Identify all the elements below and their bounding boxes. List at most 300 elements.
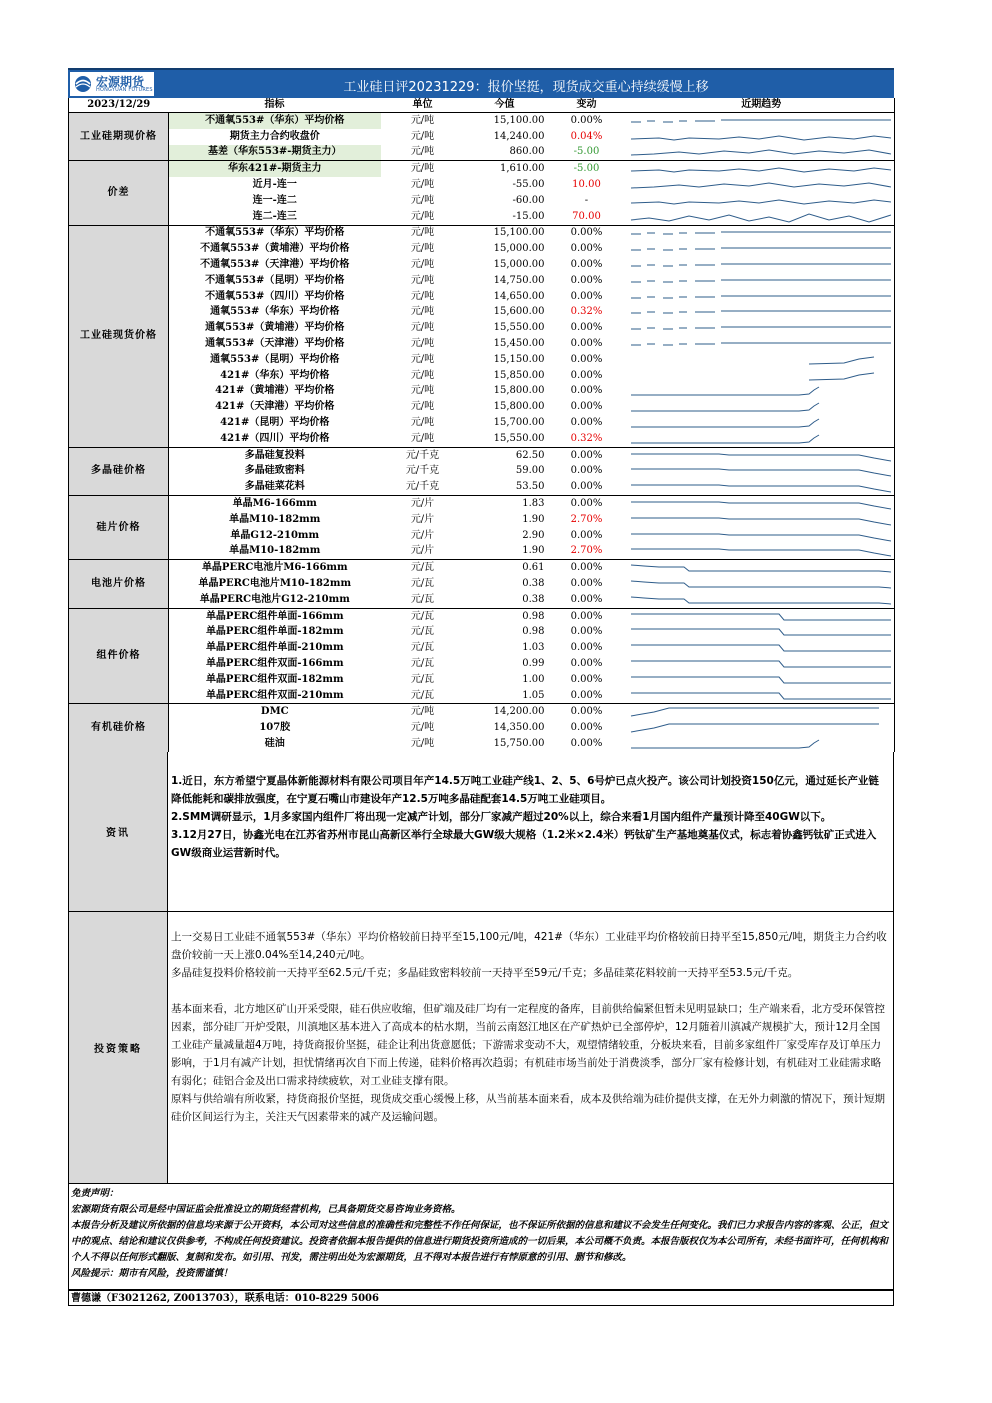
value-cell: 14,240.00 <box>493 130 545 142</box>
change-cell: 2.70% <box>570 513 603 525</box>
change-cell: 0.00% <box>570 243 603 255</box>
unit-cell: 元/千克 <box>405 465 440 477</box>
value-cell: 14,750.00 <box>493 274 545 286</box>
value-cell: 15,000.00 <box>493 243 545 255</box>
unit-cell: 元/吨 <box>410 722 435 734</box>
value-cell: 860.00 <box>509 146 545 158</box>
value-cell: 0.61 <box>465 560 545 576</box>
unit-cell: 元/吨 <box>410 417 435 429</box>
category-cell: 工业硅期现价格 <box>69 113 169 161</box>
unit-cell: 元/瓦 <box>410 673 435 685</box>
sparkline-path <box>631 469 891 476</box>
trend-sparkline <box>629 577 891 591</box>
trend-cell <box>629 528 895 544</box>
strategy-body <box>169 928 893 1126</box>
change-cell: 0.00% <box>545 447 629 463</box>
sparkline-path <box>631 387 819 395</box>
unit-cell: 元/吨 <box>410 401 435 413</box>
trend-cell <box>629 399 895 415</box>
value-cell: 1.90 <box>522 545 545 557</box>
trend-cell <box>629 672 895 688</box>
unit-cell: 元/吨 <box>410 259 435 271</box>
trend-sparkline <box>629 258 891 272</box>
company-logo <box>70 72 154 96</box>
disclaimer-text: 本报告分析及建议所依据的信息均来源于公开资料，本公司对这些信息的准确性和完整性不作任何保证，也不保证所依据的信息和建议不会发生任何变化。我们已力求报告内容的客观、公正，但文中的观点、结论和建议仅供参考，不构成任何投资建议。投资者依据本报告提供的信息进行期货投资所造成的一切后果，本公司概不负责。本报告版权仅为本公司所有，未经书面许可，任何机构和个人不得以任何形式翻版、复制和发布。如引用、刊发，需注明出处为宏源期货，且不得对本报告进行有悖原意的引用、删节和修改。 <box>71 1219 889 1263</box>
indicator-name: 通氧553#（黄埔港）平均价格 <box>205 322 345 334</box>
trend-sparkline <box>629 194 891 208</box>
trend-sparkline <box>629 290 891 304</box>
sparkline-path <box>631 518 891 525</box>
category-cell: 组件价格 <box>69 608 169 704</box>
trend-sparkline <box>629 400 891 414</box>
trend-cell <box>629 241 895 257</box>
unit-cell: 元/吨 <box>381 704 465 720</box>
table-row <box>69 528 895 544</box>
sparkline-path <box>631 724 879 732</box>
sparkline-path <box>631 502 891 509</box>
sparkline-path <box>631 534 891 541</box>
unit-cell: 元/千克 <box>381 447 465 463</box>
trend-cell <box>629 352 895 368</box>
sparkline-path <box>631 549 891 556</box>
category-cell: 工业硅现货价格 <box>69 225 169 447</box>
value-cell: -60.00 <box>512 194 545 206</box>
category-cell: 电池片价格 <box>69 560 169 608</box>
indicator-name: 421#（昆明）平均价格 <box>220 417 330 429</box>
unit-cell: 元/瓦 <box>410 578 435 589</box>
sparkline-path <box>809 357 874 364</box>
table-row <box>69 368 895 384</box>
indicator-name: 期货主力合约收盘价 <box>229 130 320 142</box>
table-row <box>69 177 895 193</box>
disclaimer-heading: 免责声明： <box>71 1187 119 1199</box>
sparkline-path <box>631 454 891 461</box>
indicator-name: 421#（华东）平均价格 <box>220 369 330 381</box>
trend-sparkline <box>629 353 891 367</box>
news-section <box>68 752 894 912</box>
indicator-name: 单晶M10-182mm <box>229 513 321 525</box>
trend-cell <box>629 320 895 336</box>
trend-sparkline <box>629 593 891 607</box>
unit-cell: 元/吨 <box>381 161 465 177</box>
sparkline-path <box>631 677 891 683</box>
value-cell: -55.00 <box>512 179 545 191</box>
price-table <box>68 98 895 752</box>
value-cell: 14,350.00 <box>493 722 545 734</box>
trend-cell <box>629 688 895 704</box>
change-cell: 0.00% <box>570 657 603 669</box>
col-indicator: 指标 <box>169 98 381 113</box>
value-cell: 59.00 <box>515 465 545 477</box>
sparkline-path <box>631 200 891 204</box>
indicator-name: 多晶硅致密料 <box>244 465 305 477</box>
unit-cell: 元/瓦 <box>410 689 435 701</box>
table-row <box>69 384 895 400</box>
trend-cell <box>629 512 895 528</box>
change-cell: 0.00% <box>570 417 603 429</box>
trend-cell <box>629 384 895 400</box>
table-row <box>69 720 895 736</box>
table-row <box>69 145 895 161</box>
trend-cell <box>629 415 895 431</box>
table-row <box>69 352 895 368</box>
indicator-name: 不通氧553#（天津港）平均价格 <box>200 259 350 271</box>
report-header <box>68 68 894 98</box>
news-item: 2.SMM调研显示，1月多家国内组件厂将出现一定减产计划，部分厂家减产超过20%以上，综合来看1月国内组件产量预计降至40GW以下。 <box>171 810 832 823</box>
unit-cell: 元/吨 <box>410 290 435 302</box>
indicator-name: 单晶PERC组件双面-166mm <box>205 657 344 669</box>
indicator-name: 单晶PERC电池片M10-182mm <box>198 578 352 589</box>
value-cell: 1.05 <box>522 689 545 701</box>
change-cell: 10.00 <box>572 179 601 191</box>
trend-sparkline <box>629 480 891 494</box>
indicator-name: 连一-连二 <box>252 194 297 206</box>
value-cell: 15,850.00 <box>493 369 545 381</box>
unit-cell: 元/千克 <box>405 481 440 493</box>
trend-cell <box>629 289 895 305</box>
news-category: 资讯 <box>69 752 168 911</box>
value-cell: 15,800.00 <box>493 385 545 397</box>
indicator-name: 单晶PERC组件双面-210mm <box>205 689 344 701</box>
table-row <box>69 161 895 177</box>
value-cell: 15,800.00 <box>493 401 545 413</box>
change-cell: 0.00% <box>545 608 629 624</box>
table-row <box>69 305 895 321</box>
value-cell: -15.00 <box>512 210 545 222</box>
unit-cell: 元/吨 <box>410 194 435 206</box>
change-cell: 0.00% <box>570 689 603 701</box>
trend-sparkline <box>629 497 891 511</box>
trend-sparkline <box>629 449 891 463</box>
analyst-contact: 曹德谦（F3021262, Z0013703），联系电话：010-8229 5006 <box>68 1290 894 1306</box>
logo-mark-icon <box>73 75 93 93</box>
table-row <box>69 625 895 641</box>
table-row <box>69 241 895 257</box>
change-cell: 0.00% <box>570 529 603 541</box>
sparkline-path <box>631 661 891 667</box>
table-row <box>69 464 895 480</box>
trend-cell <box>629 576 895 592</box>
indicator-name: 单晶PERC电池片G12-210mm <box>199 593 350 605</box>
unit-cell: 元/瓦 <box>381 608 465 624</box>
change-cell: 0.00% <box>570 737 603 749</box>
value-cell: 15,150.00 <box>493 353 545 365</box>
unit-cell: 元/片 <box>381 496 465 512</box>
col-trend: 近期趋势 <box>629 98 895 113</box>
trend-sparkline <box>629 625 891 639</box>
unit-cell: 元/吨 <box>410 385 435 397</box>
disclaimer-text: 宏源期货有限公司是经中国证监会批准设立的期货经营机构，已具备期货交易咨询业务资格。 <box>71 1203 461 1215</box>
sparkline-path <box>631 403 819 411</box>
indicator-name: 421#（黄埔港）平均价格 <box>215 385 335 397</box>
trend-cell <box>629 447 895 463</box>
change-cell: - <box>584 194 589 206</box>
table-row <box>69 592 895 608</box>
unit-cell: 元/吨 <box>410 369 435 381</box>
indicator-name: 单晶PERC组件单面-210mm <box>205 642 344 654</box>
trend-sparkline <box>629 705 891 719</box>
trend-cell <box>629 656 895 672</box>
trend-cell <box>629 625 895 641</box>
table-row <box>69 608 895 624</box>
category-cell: 硅片价格 <box>69 496 169 560</box>
trend-sparkline <box>629 210 891 224</box>
trend-cell <box>629 560 895 576</box>
indicator-name: 421#（四川）平均价格 <box>220 432 330 444</box>
unit-cell: 元/片 <box>410 513 435 525</box>
change-cell: 0.00% <box>545 560 629 576</box>
trend-cell <box>629 209 895 225</box>
sparkline-path <box>631 708 879 716</box>
value-cell: 15,600.00 <box>493 306 545 318</box>
trend-cell <box>629 640 895 656</box>
strategy-section <box>68 912 894 1184</box>
change-cell: -5.00 <box>573 146 600 158</box>
change-cell: 0.00% <box>570 385 603 397</box>
sparkline-path <box>631 597 891 604</box>
change-cell: 0.00% <box>545 704 629 720</box>
trend-sparkline <box>629 162 891 176</box>
trend-sparkline <box>629 464 891 478</box>
trend-cell <box>629 273 895 289</box>
unit-cell: 元/吨 <box>410 179 435 191</box>
value-cell: 15,100.00 <box>465 113 545 129</box>
value-cell: 1.90 <box>522 513 545 525</box>
change-cell: 70.00 <box>572 210 601 222</box>
trend-sparkline <box>629 384 891 398</box>
value-cell: 1.00 <box>522 673 545 685</box>
unit-cell: 元/吨 <box>410 274 435 286</box>
category-cell: 有机硅价格 <box>69 704 169 752</box>
trend-cell <box>629 129 895 145</box>
trend-cell <box>629 479 895 495</box>
value-cell: 15,550.00 <box>493 432 545 444</box>
table-row <box>69 320 895 336</box>
table-row <box>69 560 895 576</box>
sparkline-path <box>631 214 891 222</box>
trend-sparkline <box>629 561 891 575</box>
trend-sparkline <box>629 305 891 319</box>
indicator-name: DMC <box>169 704 381 720</box>
change-cell: 0.00% <box>570 722 603 734</box>
report-date: 2023/12/29 <box>69 98 169 113</box>
indicator-name: 单晶M10-182mm <box>229 545 321 557</box>
indicator-name: 基差（华东553#-期货主力） <box>169 145 381 161</box>
indicator-name: 不通氧553#（昆明）平均价格 <box>205 274 345 286</box>
sparkline-path <box>631 183 891 188</box>
unit-cell: 元/吨 <box>381 225 465 241</box>
indicator-name: 不通氧553#（四川）平均价格 <box>205 290 345 302</box>
sparkline-path <box>631 614 891 620</box>
change-cell: 0.00% <box>570 401 603 413</box>
table-row <box>69 704 895 720</box>
logo-text-en: HONGYUAN FUTURES <box>96 87 153 93</box>
trend-cell <box>629 145 895 161</box>
trend-cell <box>629 704 895 720</box>
unit-cell: 元/瓦 <box>410 657 435 669</box>
change-cell: 0.00% <box>570 338 603 350</box>
sparkline-path <box>631 581 891 588</box>
trend-cell <box>629 431 895 447</box>
value-cell: 1,610.00 <box>465 161 545 177</box>
sparkline-path <box>631 150 891 155</box>
unit-cell: 元/吨 <box>410 306 435 318</box>
trend-sparkline <box>629 274 891 288</box>
table-row <box>69 289 895 305</box>
table-row <box>69 336 895 352</box>
trend-sparkline <box>629 337 891 351</box>
trend-sparkline <box>629 178 891 192</box>
trend-cell <box>629 368 895 384</box>
table-row <box>69 736 895 752</box>
table-row <box>69 129 895 145</box>
table-row <box>69 576 895 592</box>
unit-cell: 元/瓦 <box>410 642 435 654</box>
trend-cell <box>629 257 895 273</box>
table-row <box>69 113 895 129</box>
change-cell: 0.00% <box>570 369 603 381</box>
value-cell: 0.99 <box>522 657 545 669</box>
unit-cell: 元/吨 <box>410 210 435 222</box>
change-cell: 0.32% <box>570 432 603 444</box>
trend-sparkline <box>629 130 891 144</box>
value-cell: 15,450.00 <box>493 338 545 350</box>
trend-sparkline <box>629 689 891 703</box>
value-cell: 53.50 <box>515 481 545 493</box>
change-cell: -5.00 <box>545 161 629 177</box>
sparkline-path <box>631 419 819 427</box>
indicator-name: 单晶PERC组件单面-166mm <box>169 608 381 624</box>
table-row <box>69 431 895 447</box>
table-row <box>69 496 895 512</box>
trend-cell <box>629 161 895 177</box>
trend-cell <box>629 720 895 736</box>
change-cell: 0.00% <box>570 322 603 334</box>
unit-cell: 元/吨 <box>410 338 435 350</box>
news-item: 1.近日，东方希望宁夏晶体新能源材料有限公司项目年产14.5万吨工业硅产线1、2、5、6号炉已点火投产。该公司计划投资150亿元，通过延长产业链降低能耗和碳排放强度，在宁夏石嘴山市建设年产12.5万吨多晶硅配套14.5万吨工业硅项目。 <box>171 774 879 805</box>
trend-sparkline <box>629 641 891 655</box>
indicator-name: 近月-连一 <box>252 179 297 191</box>
table-row <box>69 399 895 415</box>
table-row <box>69 225 895 241</box>
strategy-paragraph: 基本面来看，北方地区矿山开采受限，硅石供应收缩，但矿端及硅厂均有一定程度的备库，目前供给偏紧但暂未见明显缺口；生产端来看，北方受环保管控因素，部分硅厂开炉受限，川滇地区基本进入了高成本的枯水期，当前云南怒江地区在产矿热炉已全部停炉，12月随着川滇减产规模扩大，预计12月全国工业硅产量减量超4万吨，持货商报价坚挺，硅企让利出货意愿低；下游需求变动不大，观望情绪较重，分板块来看，目前多家组件厂家受库存及订单压力影响，于1月有减产计划，担忧情绪再次自下而上传递，硅料价格再次趋弱；有机硅市场当前处于消费淡季，部分厂家有检修计划，有机硅对工业硅需求略有弱化；硅铝合金及出口需求持续疲软，对工业硅支撑有限。 <box>171 1002 885 1087</box>
sparkline-path <box>631 629 891 635</box>
trend-sparkline <box>629 369 891 383</box>
indicator-name: 通氧553#（昆明）平均价格 <box>210 353 340 365</box>
trend-sparkline <box>629 432 891 446</box>
col-value: 今值 <box>465 98 545 113</box>
indicator-name: 多晶硅菜花料 <box>244 481 305 493</box>
risk-warning: 风险提示：期市有风险，投资需谨慎！ <box>71 1267 233 1279</box>
indicator-name: 单晶PERC电池片M6-166mm <box>169 560 381 576</box>
unit-cell: 元/吨 <box>410 353 435 365</box>
change-cell: 0.00% <box>570 481 603 493</box>
change-cell: 0.00% <box>545 496 629 512</box>
table-row <box>69 257 895 273</box>
value-cell: 62.50 <box>465 447 545 463</box>
indicator-name: 硅油 <box>264 737 285 749</box>
table-row <box>69 193 895 209</box>
sparkline-path <box>631 693 891 699</box>
value-cell: 0.98 <box>522 626 545 638</box>
category-cell: 多晶硅价格 <box>69 447 169 495</box>
strategy-paragraph: 原料与供给端有所收紧，持货商报价坚挺，现货成交重心缓慢上移，从当前基本面来看，成本及供给端为硅价提供支撑，在无外力刺激的情况下，预计短期硅价区间运行为主，关注天气因素带来的减产及运输问题。 <box>171 1092 885 1123</box>
change-cell: 0.00% <box>570 290 603 302</box>
table-row <box>69 479 895 495</box>
unit-cell: 元/吨 <box>381 113 465 129</box>
change-cell: 0.00% <box>570 642 603 654</box>
table-row <box>69 656 895 672</box>
table-row <box>69 209 895 225</box>
value-cell: 14,200.00 <box>465 704 545 720</box>
sparkline-path <box>631 136 891 140</box>
indicator-name: 连二-连三 <box>252 210 297 222</box>
trend-sparkline <box>629 544 891 558</box>
trend-sparkline <box>629 242 891 256</box>
value-cell: 15,100.00 <box>465 225 545 241</box>
indicator-name: 不通氧553#（华东）平均价格 <box>169 113 381 129</box>
trend-cell <box>629 225 895 241</box>
sparkline-path <box>809 373 874 380</box>
value-cell: 1.83 <box>465 496 545 512</box>
trend-sparkline <box>629 529 891 543</box>
table-row <box>69 640 895 656</box>
disclaimer <box>68 1184 894 1290</box>
change-cell: 0.00% <box>570 578 603 589</box>
unit-cell: 元/吨 <box>410 243 435 255</box>
indicator-name: 通氧553#（华东）平均价格 <box>210 306 340 318</box>
sparkline-path <box>631 740 819 748</box>
logo-text-cn: 宏源期货 <box>96 75 145 89</box>
table-row <box>69 672 895 688</box>
trend-sparkline <box>629 737 891 751</box>
change-cell: 0.00% <box>570 353 603 365</box>
value-cell: 0.98 <box>465 608 545 624</box>
strategy-paragraph: 多晶硅复投料价格较前一天持平至62.5元/千克；多晶硅致密料较前一天持平至59元/千克；多晶硅菜花料较前一天持平至53.5元/千克。 <box>171 966 799 979</box>
report-title: 工业硅日评20231229：报价坚挺，现货成交重心持续缓慢上移 <box>343 80 709 95</box>
value-cell: 0.38 <box>522 578 545 589</box>
change-cell: 2.70% <box>570 545 603 557</box>
indicator-name: 单晶M6-166mm <box>169 496 381 512</box>
strategy-paragraph: 上一交易日工业硅不通氧553#（华东）平均价格较前日持平至15,100元/吨，421#（华东）工业硅平均价格较前日持平至15,850元/吨，期货主力合约收盘价较前一天上涨0.04%至14,240元/吨。 <box>171 930 887 961</box>
table-row <box>69 688 895 704</box>
sparkline-path <box>631 168 891 172</box>
indicator-name: 单晶PERC组件双面-182mm <box>205 673 344 685</box>
category-cell: 价差 <box>69 161 169 225</box>
trend-sparkline <box>629 114 891 128</box>
indicator-name: 单晶G12-210mm <box>230 529 320 541</box>
unit-cell: 元/吨 <box>410 432 435 444</box>
unit-cell: 元/片 <box>410 545 435 557</box>
indicator-name: 华东421#-期货主力 <box>169 161 381 177</box>
report-page <box>68 68 894 1306</box>
indicator-name: 不通氧553#（黄埔港）平均价格 <box>200 243 350 255</box>
trend-sparkline <box>629 513 891 527</box>
change-cell: 0.00% <box>570 259 603 271</box>
trend-cell <box>629 544 895 560</box>
value-cell: 0.38 <box>522 593 545 605</box>
unit-cell: 元/吨 <box>410 322 435 334</box>
trend-sparkline <box>629 416 891 430</box>
trend-cell <box>629 496 895 512</box>
trend-sparkline <box>629 721 891 735</box>
change-cell: 0.00% <box>570 274 603 286</box>
indicator-name: 421#（天津港）平均价格 <box>215 401 335 413</box>
sparkline-path <box>631 645 891 651</box>
unit-cell: 元/片 <box>410 529 435 541</box>
indicator-name: 单晶PERC组件单面-182mm <box>205 626 344 638</box>
trend-cell <box>629 193 895 209</box>
